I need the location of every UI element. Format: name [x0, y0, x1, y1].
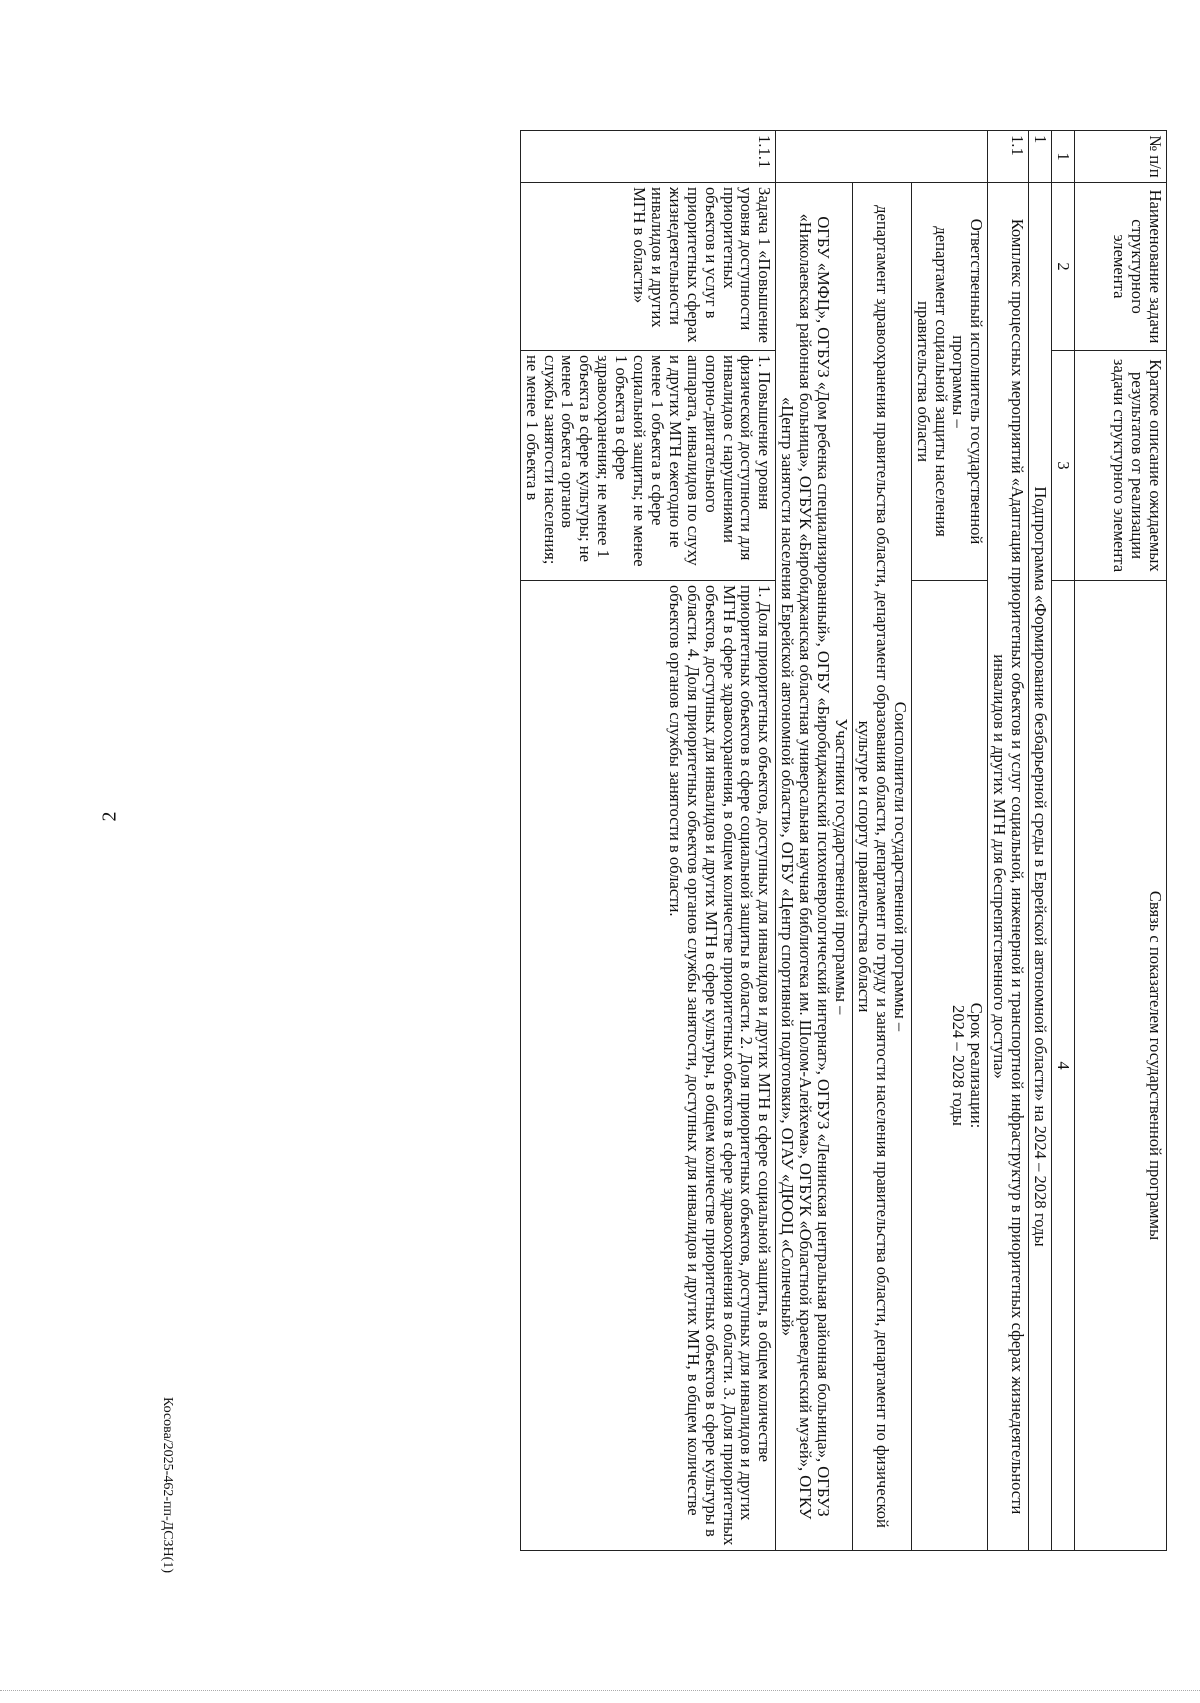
- complex-title: Комплекс процессных мероприятий «Адаптация приоритетных объектов и услуг социальной, инженерной и транспортной инфраструктур в приоритетных сферах жизнедеятельности инвалидов и других МГН для беспрепятственного доступа»: [988, 183, 1029, 1551]
- complex-row: [988, 131, 1029, 1551]
- index-cell-2: 2: [1052, 183, 1075, 351]
- participants-value: ОГБУ «МФЦ», ОГБУЗ «Дом ребенка специализированный», ОГБУ «Биробиджанский психоневрологический интернат», ОГБУЗ «Ленинская центральная районная больница», ОГБУЗ «Николаевская районная больница», ОГБУК «Биробиджанская областная универсальная научная библиотека им. Шолом-Алейхема», ОГБУК «Областной краеведческий музей», ОГКУ «Центр занятости населения Еврейской автономной области», ОГБУ «Центр спортивной подготовки», ОГАУ «ДЮОЦ «Солнечный»: [778, 213, 834, 1520]
- header-number: № п/п: [1075, 131, 1167, 183]
- term-label: Срок реализации:: [967, 1002, 987, 1129]
- responsible-row: [911, 131, 988, 1551]
- footer-document-code: Косова/2025-462-пп-ДСЗН(1): [160, 1396, 175, 1573]
- task-name: Задача 1 «Повышение уровня доступности приоритетных объектов и услуг в приоритетных сферах жизнедеятельности инвалидов и других МГН в области»: [520, 183, 776, 351]
- task-indicator-link: 1. Доля приоритетных объектов, доступных для инвалидов и других МГН в сфере социальной защиты, в общем количестве приоритетных объектов в сфере социальной защиты в области. 2. Доля приоритетных объектов, доступных для инвалидов и других МГН в сфере здравоохранения, в общем количестве приоритетных объектов в сфере здравоохранения в области. 3. Доля приоритетных объектов, доступных для инвалидов и других МГН в сфере культуры, в общем количестве приоритетных объектов в сфере культуры в области. 4. Доля приоритетных объектов органов службы занятости, доступных для инвалидов и других МГН, в общем количестве объектов органов службы занятости в области.: [520, 581, 776, 1551]
- subprogram-title: Подпрограмма «Формирование безбарьерной среды в Еврейской автономной области» на 2024 – 2028 годы: [1029, 183, 1052, 1551]
- coexecutors-cell: [853, 183, 912, 1551]
- page-number: 2: [98, 811, 121, 822]
- responsible-value: департамент социальной защиты населения правительства области: [913, 226, 951, 537]
- rotated-page-content: [160, 90, 1167, 1573]
- participants-cell: [776, 183, 853, 1551]
- index-cell-4: 4: [1052, 581, 1075, 1551]
- scan-edge-line: [0, 1690, 1200, 1691]
- index-cell-3: 3: [1052, 351, 1075, 581]
- header-row: [1075, 131, 1167, 1551]
- subprogram-number: 1: [1029, 131, 1052, 183]
- header-indicator-link: Связь с показателем государственной программы: [1075, 581, 1167, 1551]
- task-number: 1.1.1: [520, 131, 776, 183]
- coexecutors-value: департамент здравоохранения правительства области, департамент образования области, департамент по труду и занятости населения правительства области, департамент по физической культуре и спорту правительства области: [854, 205, 892, 1528]
- responsible-inner: [912, 183, 988, 580]
- complex-number: 1.1: [988, 131, 1029, 183]
- subprogram-row: [1029, 131, 1052, 1551]
- program-table: [520, 130, 1167, 1551]
- index-row: [1052, 131, 1075, 1551]
- responsible-empty-cell: [776, 131, 988, 183]
- responsible-term: [911, 581, 988, 1551]
- index-cell-1: 1: [1052, 131, 1075, 183]
- term-value: 2024 – 2028 годы: [949, 1005, 969, 1126]
- header-task-name: Наименование задачи структурного элемента: [1075, 183, 1167, 351]
- responsible-label: Ответственный исполнитель государственной программы –: [949, 218, 987, 545]
- coexecutors-row: [853, 131, 912, 1551]
- task-result: 1. Повышение уровня физической доступности для инвалидов с нарушениями опорно-двигательного аппарата, инвалидов по слуху и других МГН ежегодно не менее 1 объекта в сфере социальной защиты; не менее 1 объекта в сфере здравоохранения; не менее 1 объекта в сфере культуры; не менее 1 объекта органов службы занятости населения; не менее 1 объекта в: [520, 351, 776, 581]
- task-row: [520, 131, 776, 1551]
- responsible-executor: [911, 183, 988, 581]
- coexecutors-label: Соисполнители государственной программы –: [890, 701, 910, 1032]
- participants-row: [776, 131, 853, 1551]
- header-result-description: Краткое описание ожидаемых результатов от реализации задачи структурного элемента: [1075, 351, 1167, 581]
- participants-label: Участники государственной программы –: [832, 718, 852, 1015]
